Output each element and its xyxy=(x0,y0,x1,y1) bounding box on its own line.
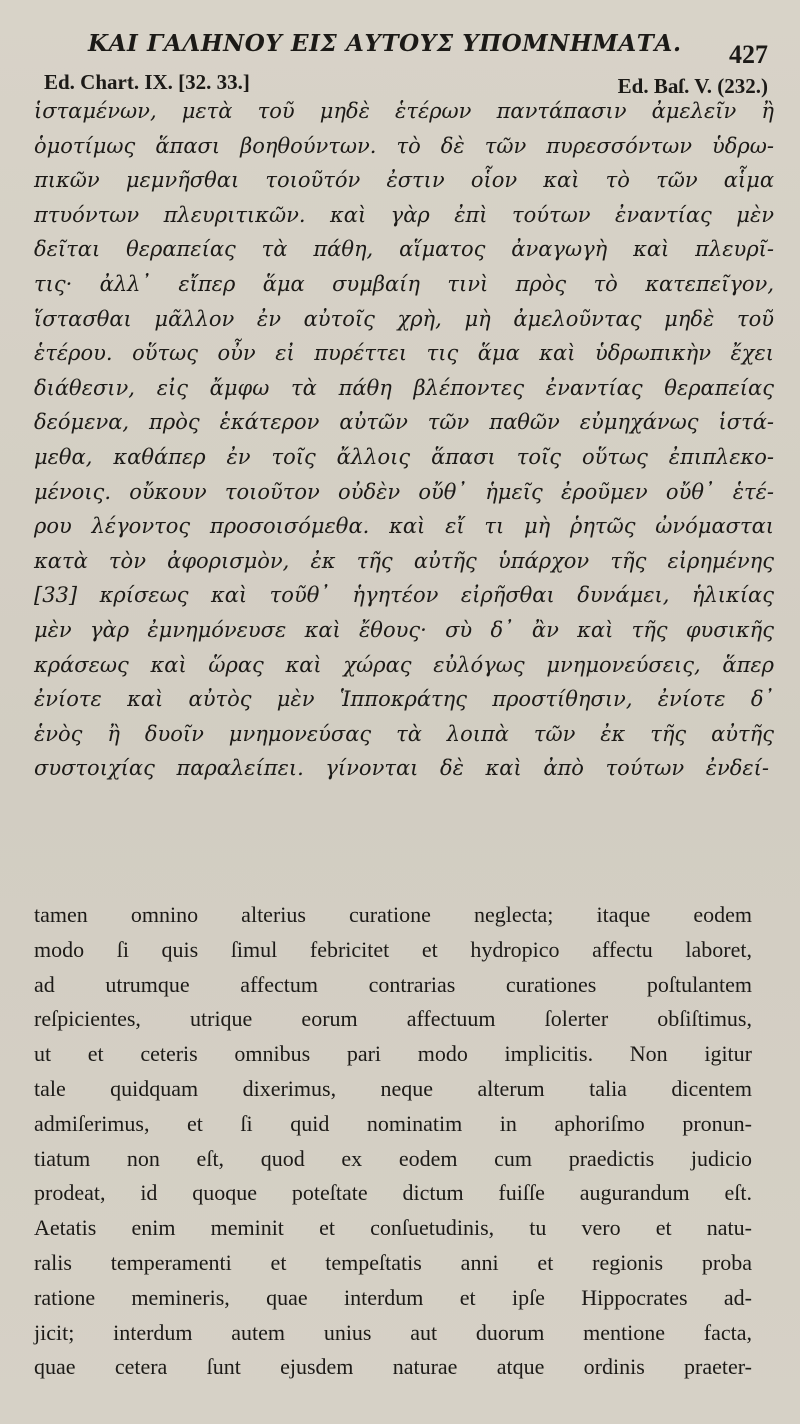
greek-line: κράσεως καὶ ὥρας καὶ χώρας εὐλόγως μνημονεύσεις, ἅπερ xyxy=(34,652,774,677)
page-number: 427 xyxy=(729,40,768,69)
greek-line: [33] κρίσεως καὶ τοῦθ᾽ ἡγητέον εἰρῆσθαι δυνάμει, ἡλικίας xyxy=(34,583,774,608)
latin-line: tamen omnino alterius curatione neglecta; itaque eodem xyxy=(34,902,752,927)
latin-line: tale quidquam dixerimus, neque alterum talia dicentem xyxy=(34,1075,752,1101)
latin-line: reſpicientes, utrique eorum affectuum ſolerter obſiſtimus, xyxy=(34,1006,752,1032)
greek-line: διάθεσιν, εἰς ἄμφω τὰ πάθη βλέποντες ἐναντίας θεραπείας xyxy=(34,375,774,400)
greek-line: μὲν γὰρ ἐμνημόνευσε καὶ ἔθους· σὺ δ᾽ ἂν καὶ τῆς φυσικῆς xyxy=(34,617,774,642)
latin-line: Aetatis enim meminit et conſuetudinis, tu vero et natu- xyxy=(34,1215,752,1241)
greek-line: δεῖται θεραπείας τὰ πάθη, αἵματος ἀναγωγὴ καὶ πλευρῖ- xyxy=(34,237,774,262)
greek-line: ἱσταμένων, μετὰ τοῦ μηδὲ ἑτέρων παντάπασιν ἀμελεῖν ἢ xyxy=(34,99,774,123)
greek-line: ἑτέρου. οὕτως οὖν εἰ πυρέττει τις ἅμα καὶ ὑδρωπικὴν ἔχει xyxy=(34,341,774,366)
latin-line: prodeat, id quoque poteſtate dictum fuiſſe augurandum eſt. xyxy=(34,1180,752,1206)
latin-line: ad utrumque affectum contrarias curationes poſtulantem xyxy=(34,971,752,997)
greek-line: ρου λέγοντος προσοισόμεθα. καὶ εἴ τι μὴ ῥητῶς ὠνόμασται xyxy=(34,514,774,539)
greek-line: κατὰ τὸν ἀφορισμὸν, ἐκ τῆς αὐτῆς ὑπάρχον τῆς εἰρημένης xyxy=(34,548,774,573)
edition-reference-left: Ed. Chart. IX. [32. 33.] xyxy=(44,70,250,94)
latin-line: jicit; interdum autem unius aut duorum mentione facta, xyxy=(34,1319,752,1345)
latin-line: admiſerimus, et ſi quid nominatim in aphoriſmo pronun- xyxy=(34,1110,752,1136)
greek-line: δεόμενα, πρὸς ἑκάτερον αὐτῶν τῶν παθῶν εὐμηχάνως ἱστά- xyxy=(34,410,774,435)
greek-line: πικῶν μεμνῆσθαι τοιοῦτόν ἐστιν οἷον καὶ τὸ τῶν αἷμα xyxy=(34,168,774,193)
greek-text-block xyxy=(34,94,774,786)
greek-line: ἑνὸς ἢ δυοῖν μνημονεύσας τὰ λοιπὰ τῶν ἐκ τῆς αὐτῆς xyxy=(34,721,774,746)
running-head: ΚΑΙ ΓΑΛΗΝΟΥ ΕΙΣ ΑΥΤΟΥΣ ΥΠΟΜΝΗΜΑΤΑ. xyxy=(88,30,682,57)
latin-line: tiatum non eſt, quod ex eodem cum praedictis judicio xyxy=(34,1145,752,1171)
greek-line: ἵστασθαι μᾶλλον ἐν αὐτοῖς χρὴ, μὴ ἀμελοῦντας μηδὲ τοῦ xyxy=(34,306,774,331)
latin-line: modo ſi quis ſimul febricitet et hydropico affectu laboret, xyxy=(34,936,752,962)
greek-line: μεθα, καθάπερ ἐν τοῖς ἄλλοις ἅπασι τοῖς οὕτως ἐπιπλεκο- xyxy=(34,444,774,469)
greek-line: ἐνίοτε καὶ αὐτὸς μὲν Ἱπποκράτης προστίθησιν, ἐνίοτε δ᾽ xyxy=(34,687,774,712)
greek-line: τις· ἀλλ᾽ εἴπερ ἅμα συμβαίη τινὶ πρὸς τὸ κατεπεῖγον, xyxy=(34,271,774,296)
latin-line: ralis temperamenti et tempeſtatis anni et regionis proba xyxy=(34,1249,752,1275)
latin-line: ratione memineris, quae interdum et ipſe Hippocrates ad- xyxy=(34,1284,752,1310)
edition-reference-right: Ed. Baſ. V. (232.) xyxy=(617,74,768,98)
latin-text-block xyxy=(34,898,752,1385)
greek-line: συστοιχίας παραλείπει. γίνονται δὲ καὶ ἀπὸ τούτων ἐνδεί- xyxy=(34,756,769,781)
greek-line: πτυόντων πλευριτικῶν. καὶ γὰρ ἐπὶ τούτων ἐναντίας μὲν xyxy=(34,202,774,227)
greek-line: μένοις. οὔκουν τοιοῦτον οὐδὲν οὔθ᾽ ἡμεῖς ἐροῦμεν οὔθ᾽ ἑτέ- xyxy=(34,479,774,504)
greek-line: ὁμοτίμως ἅπασι βοηθούντων. τὸ δὲ τῶν πυρεσσόντων ὑδρω- xyxy=(34,133,774,158)
latin-line: ut et ceteris omnibus pari modo implicitis. Non igitur xyxy=(34,1041,752,1067)
latin-line: quae cetera ſunt ejusdem naturae atque ordinis praeter- xyxy=(34,1354,752,1380)
